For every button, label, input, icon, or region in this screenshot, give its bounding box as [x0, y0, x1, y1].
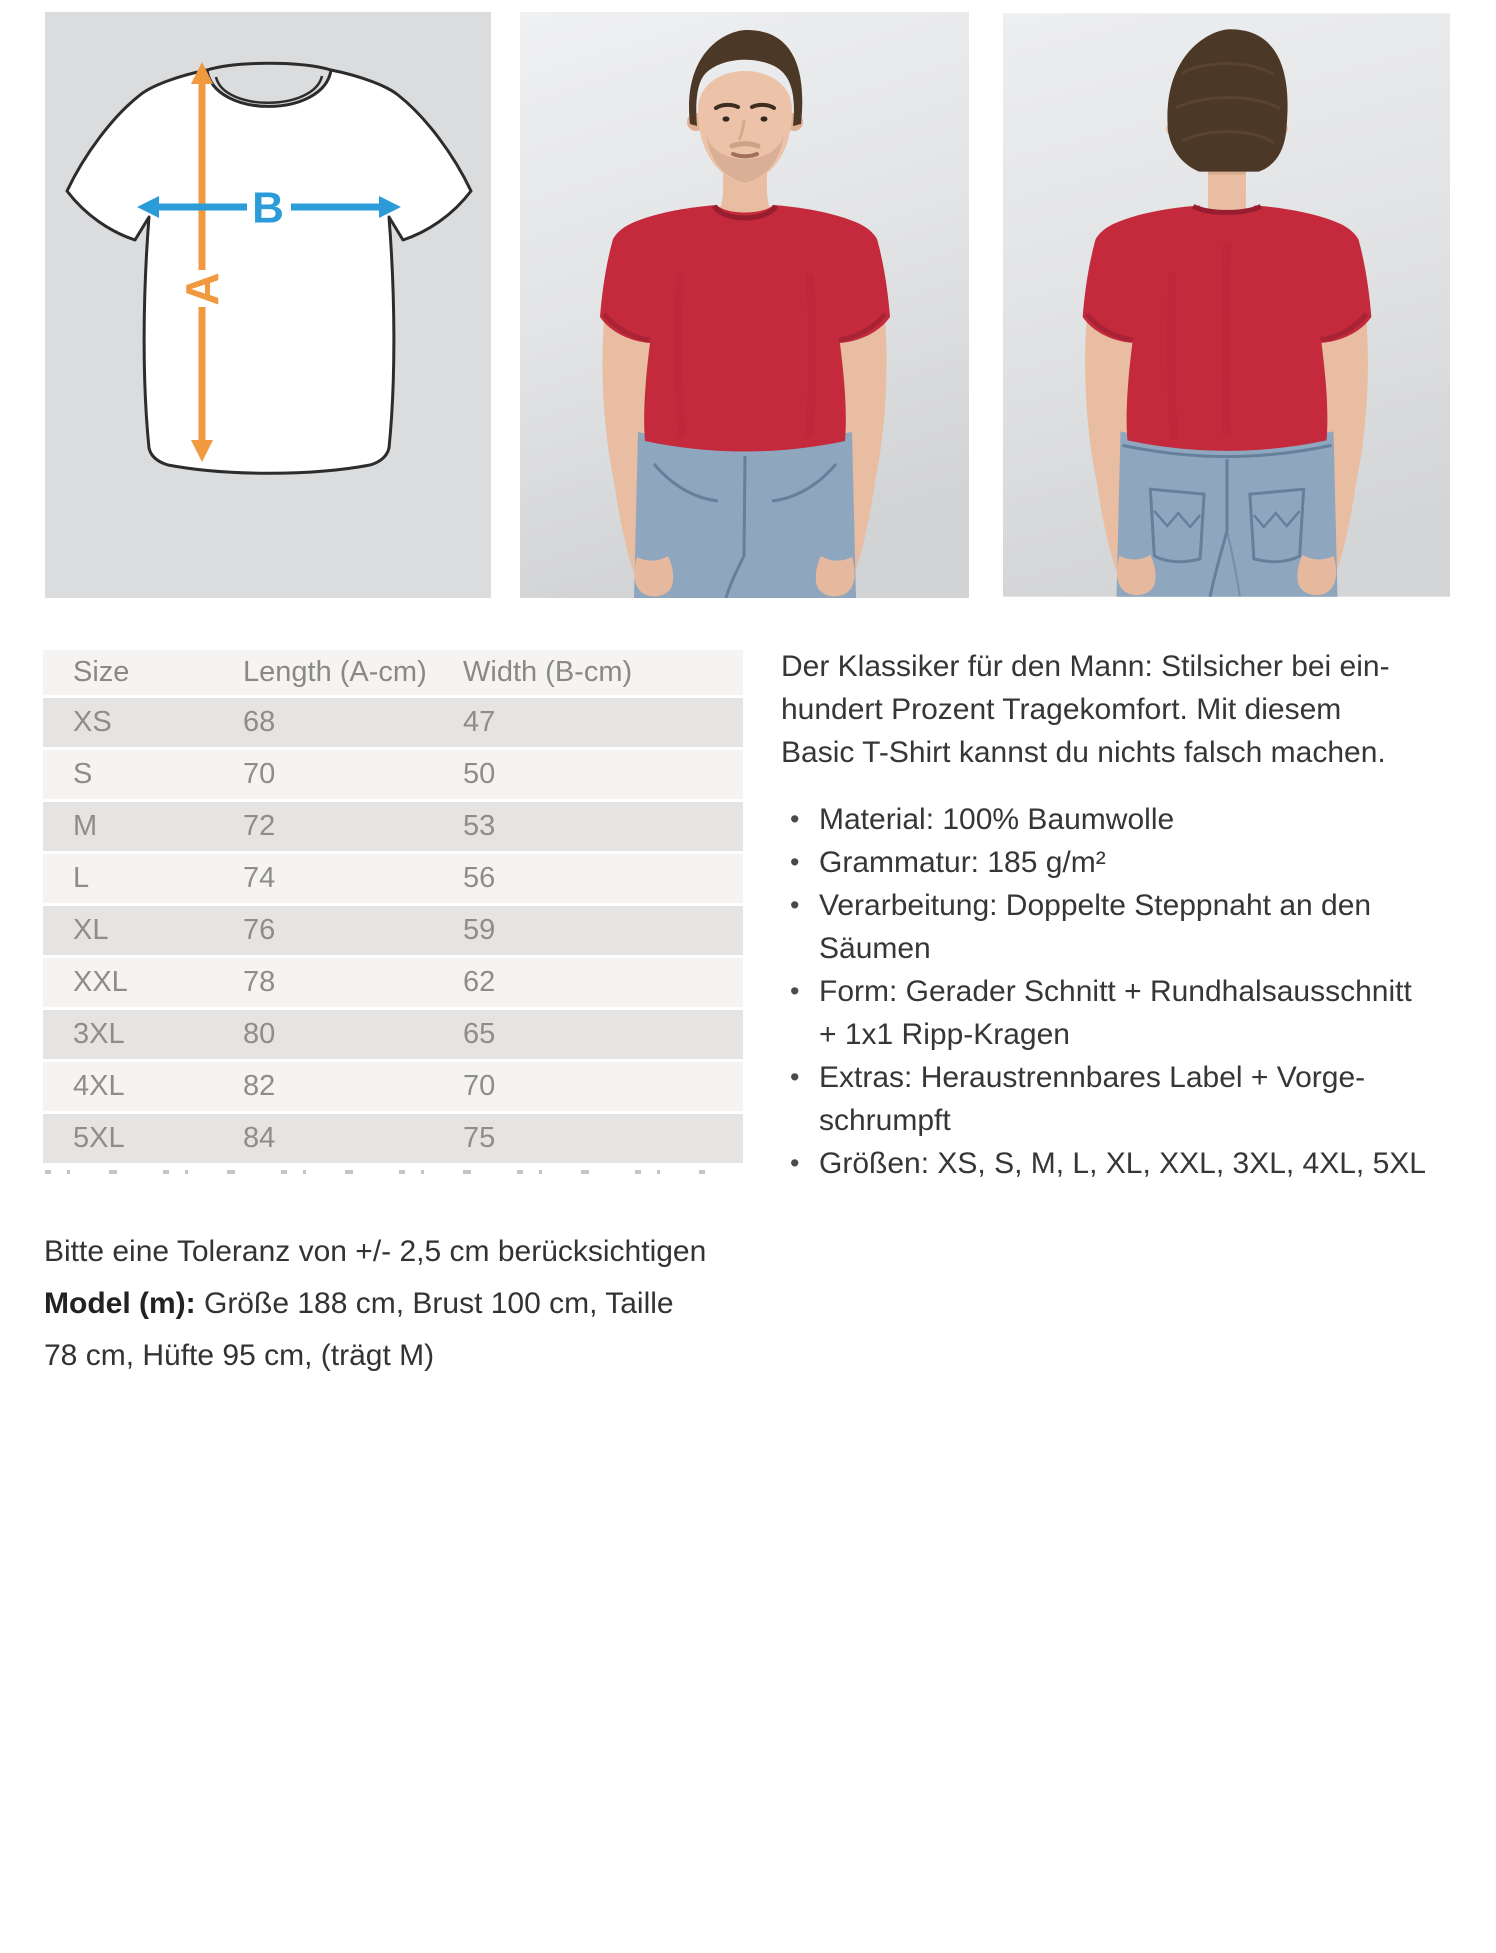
front-left-hand — [634, 556, 673, 596]
spec-line: • Verarbeitung: Doppelte Steppnaht an den — [819, 889, 1372, 922]
size-cell: XXL — [43, 958, 213, 1010]
model-info-line1: Größe 188 cm, Brust 100 cm, Taille — [203, 1287, 674, 1320]
spec-line: • Form: Gerader Schnitt + Rundhalsausschnitt — [819, 975, 1412, 1008]
length-cell: 76 — [213, 906, 433, 958]
description-line: Basic T-Shirt kannst du nichts falsch machen. — [781, 736, 1386, 769]
table-row — [43, 906, 743, 958]
description-intro — [781, 645, 1456, 774]
spec-item-groessen — [781, 1142, 1456, 1185]
header-length: Length (A-cm) — [213, 650, 433, 698]
header-size: Size — [43, 650, 213, 698]
width-cell: 70 — [433, 1062, 743, 1114]
header-width: Width (B-cm) — [433, 650, 743, 698]
table-row — [43, 1114, 743, 1166]
product-description — [781, 645, 1456, 1185]
model-front-illustration — [520, 12, 969, 598]
front-right-hand — [816, 556, 855, 596]
spec-line: • Größen: XS, S, M, L, XL, XXL, 3XL, 4XL, 5XL — [819, 1147, 1426, 1180]
spec-list — [781, 798, 1456, 1185]
table-row — [43, 958, 743, 1010]
width-cell: 47 — [433, 698, 743, 750]
description-line: Der Klassiker für den Mann: Stilsicher bei ein- — [781, 650, 1390, 683]
spec-item-material — [781, 798, 1456, 841]
spec-item-verarbeitung — [781, 884, 1456, 970]
model-info — [44, 1278, 774, 1382]
spec-item-extras — [781, 1056, 1456, 1142]
size-cell: 5XL — [43, 1114, 213, 1166]
clipped-text-artifact — [45, 1170, 705, 1174]
size-table — [43, 650, 743, 1166]
width-cell: 53 — [433, 802, 743, 854]
spec-line: • Extras: Heraustrennbares Label + Vorge- — [819, 1061, 1366, 1094]
tshirt-measure-diagram — [45, 12, 491, 598]
length-cell: 68 — [213, 698, 433, 750]
tolerance-note: Bitte eine Toleranz von +/- 2,5 cm berücksichtigen — [44, 1235, 707, 1268]
model-front-photo — [520, 12, 969, 598]
width-cell: 62 — [433, 958, 743, 1010]
front-mustache — [732, 144, 758, 146]
front-left-eye — [723, 116, 730, 121]
measure-label-b: B — [252, 183, 284, 233]
table-row — [43, 854, 743, 906]
size-cell: XL — [43, 906, 213, 958]
back-right-hand — [1297, 555, 1336, 595]
size-cell: 3XL — [43, 1010, 213, 1062]
spec-line: Säumen — [819, 932, 931, 965]
measure-label-a: A — [176, 272, 228, 306]
length-cell: 70 — [213, 750, 433, 802]
spec-item-form — [781, 970, 1456, 1056]
width-cell: 59 — [433, 906, 743, 958]
table-row — [43, 698, 743, 750]
table-row — [43, 1062, 743, 1114]
model-back-illustration — [1003, 12, 1450, 598]
size-cell: S — [43, 750, 213, 802]
spec-item-grammatur — [781, 841, 1456, 884]
front-fold-right — [809, 274, 812, 437]
table-row — [43, 1010, 743, 1062]
spec-line: + 1x1 Ripp-Kragen — [819, 1018, 1070, 1051]
spec-line: schrumpft — [819, 1104, 951, 1137]
jeans-fly-seam — [744, 456, 745, 556]
front-fold-left — [679, 272, 682, 437]
length-cell: 84 — [213, 1114, 433, 1166]
length-cell: 80 — [213, 1010, 433, 1062]
model-back-photo — [1003, 12, 1450, 598]
size-cell: 4XL — [43, 1062, 213, 1114]
model-info-line2: 78 cm, Hüfte 95 cm, (trägt M) — [44, 1339, 435, 1372]
front-right-eye — [761, 116, 768, 121]
spec-line: • Grammatur: 185 g/m² — [819, 846, 1106, 879]
length-cell: 82 — [213, 1062, 433, 1114]
back-fold-left — [1171, 272, 1174, 438]
size-table-header-row — [43, 650, 743, 698]
table-row — [43, 750, 743, 802]
measurement-notes — [44, 1226, 774, 1382]
width-cell: 50 — [433, 750, 743, 802]
length-cell: 72 — [213, 802, 433, 854]
width-cell: 75 — [433, 1114, 743, 1166]
width-cell: 56 — [433, 854, 743, 906]
back-left-hand — [1117, 555, 1156, 595]
size-cell: M — [43, 802, 213, 854]
size-cell: XS — [43, 698, 213, 750]
size-diagram-tile — [45, 12, 491, 598]
length-cell: 74 — [213, 854, 433, 906]
description-line: hundert Prozent Tragekomfort. Mit diesem — [781, 693, 1342, 726]
size-cell: L — [43, 854, 213, 906]
front-mouth — [733, 154, 757, 156]
model-info-label: Model (m): — [44, 1287, 196, 1320]
width-cell: 65 — [433, 1010, 743, 1062]
spec-line: • Material: 100% Baumwolle — [819, 803, 1175, 836]
back-fold-center — [1226, 242, 1227, 436]
length-cell: 78 — [213, 958, 433, 1010]
table-row — [43, 802, 743, 854]
